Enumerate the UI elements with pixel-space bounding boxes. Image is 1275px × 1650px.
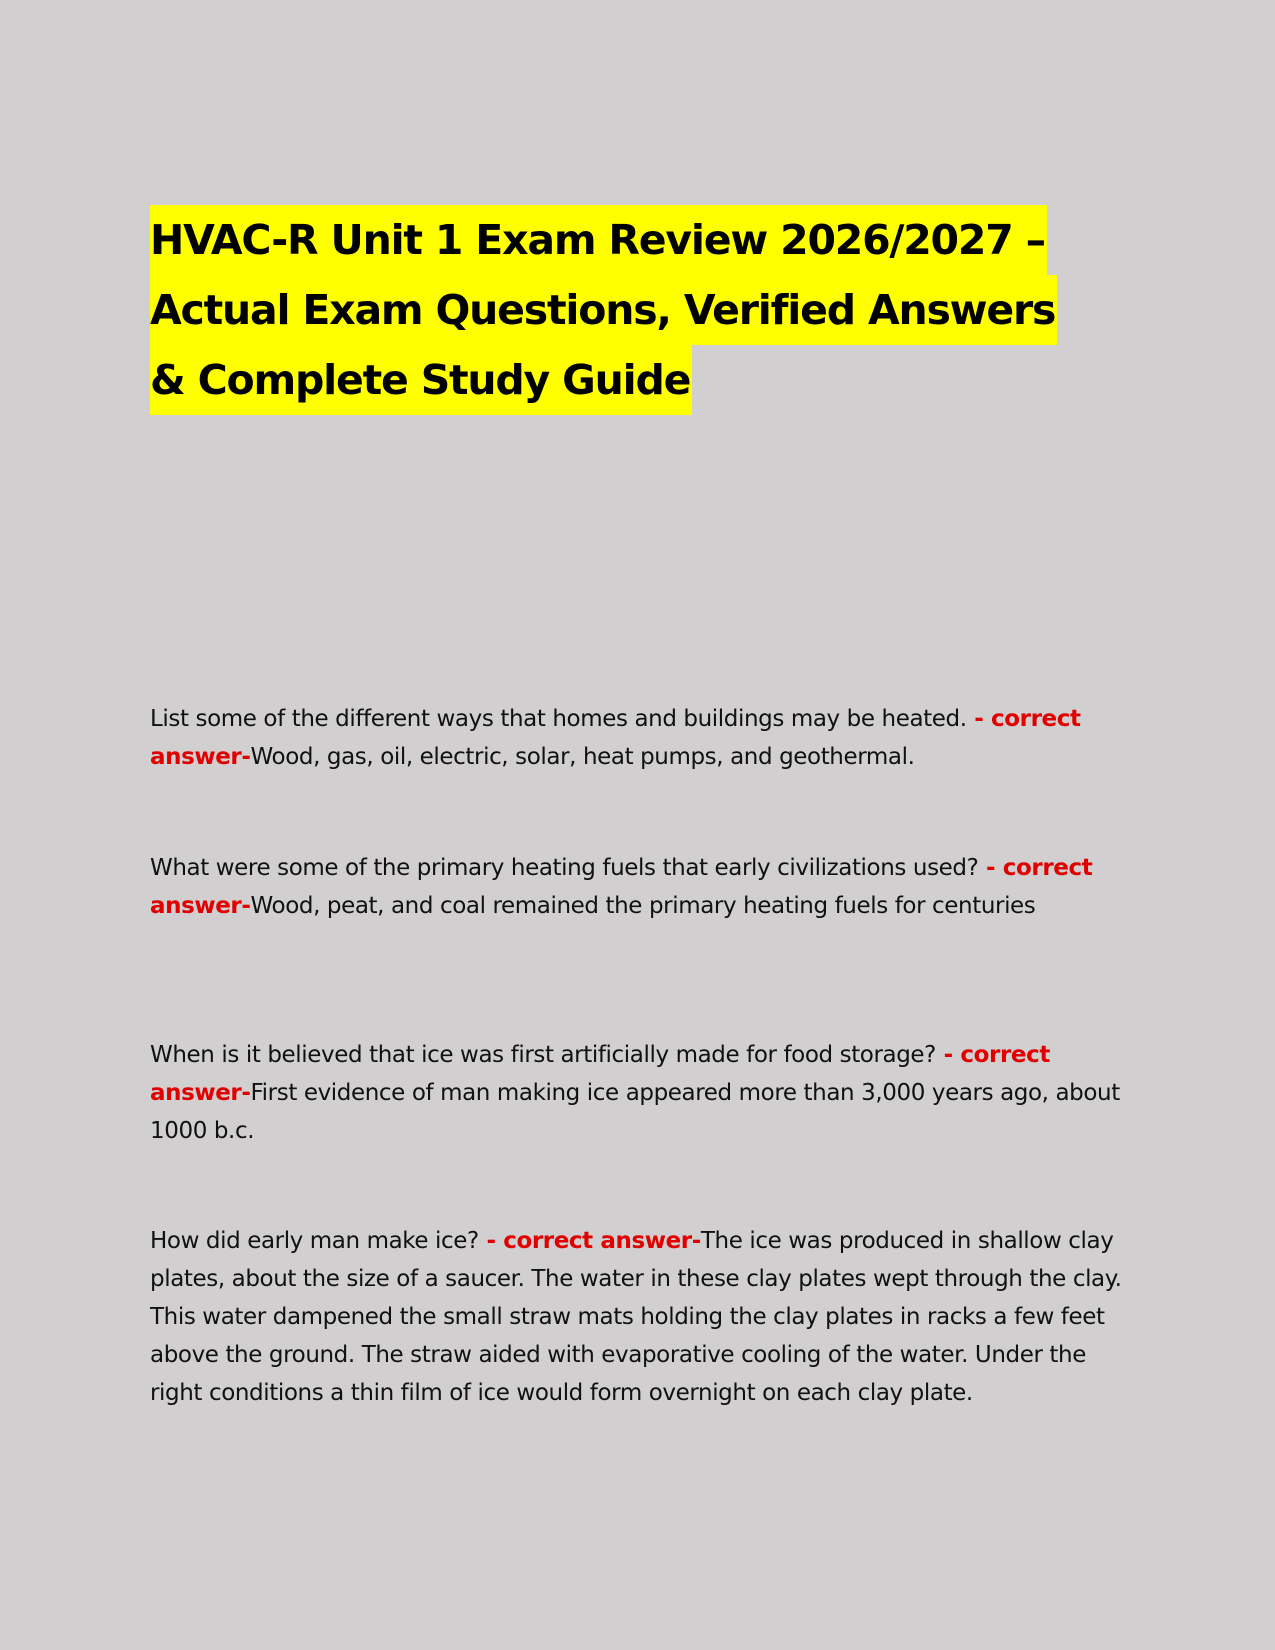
page-title bbox=[150, 205, 1150, 415]
question-text: How did early man make ice? bbox=[150, 1228, 479, 1254]
question-text: When is it believed that ice was first artificially made for food storage? bbox=[150, 1042, 936, 1068]
answer-text: First evidence of man making ice appeared more than 3,000 years ago, about 1000 b.c. bbox=[150, 1080, 1120, 1144]
question-text: What were some of the primary heating fuels that early civilizations used? bbox=[150, 855, 979, 881]
correct-answer-marker: - correct answer- bbox=[150, 855, 1093, 919]
answer-text: Wood, gas, oil, electric, solar, heat pumps, and geothermal. bbox=[250, 744, 915, 770]
title-line-2: Actual Exam Questions, Verified Answers bbox=[150, 275, 1057, 345]
correct-answer-marker: - correct answer- bbox=[478, 1228, 701, 1254]
correct-answer-marker: - correct answer- bbox=[150, 706, 1081, 770]
question-text: List some of the different ways that homes and buildings may be heated. bbox=[150, 706, 967, 732]
question-answer-item bbox=[150, 1222, 1125, 1412]
title-line-1: HVAC-R Unit 1 Exam Review 2026/2027 – bbox=[150, 205, 1047, 275]
answer-text: The ice was produced in shallow clay plates, about the size of a saucer. The water in these clay plates wept through the clay. This water dampened the small straw mats holding the clay plates in racks a few feet above the ground. The straw aided with evaporative cooling of the water. Under the right conditions a thin film of ice would form overnight on each clay plate. bbox=[150, 1228, 1122, 1406]
answer-text: Wood, peat, and coal remained the primary heating fuels for centuries bbox=[250, 893, 1036, 919]
question-answer-item bbox=[150, 700, 1125, 776]
question-answer-item bbox=[150, 849, 1125, 925]
correct-answer-marker: - correct answer- bbox=[150, 1042, 1050, 1106]
question-answer-item bbox=[150, 1036, 1125, 1150]
title-line-3: & Complete Study Guide bbox=[150, 345, 692, 415]
